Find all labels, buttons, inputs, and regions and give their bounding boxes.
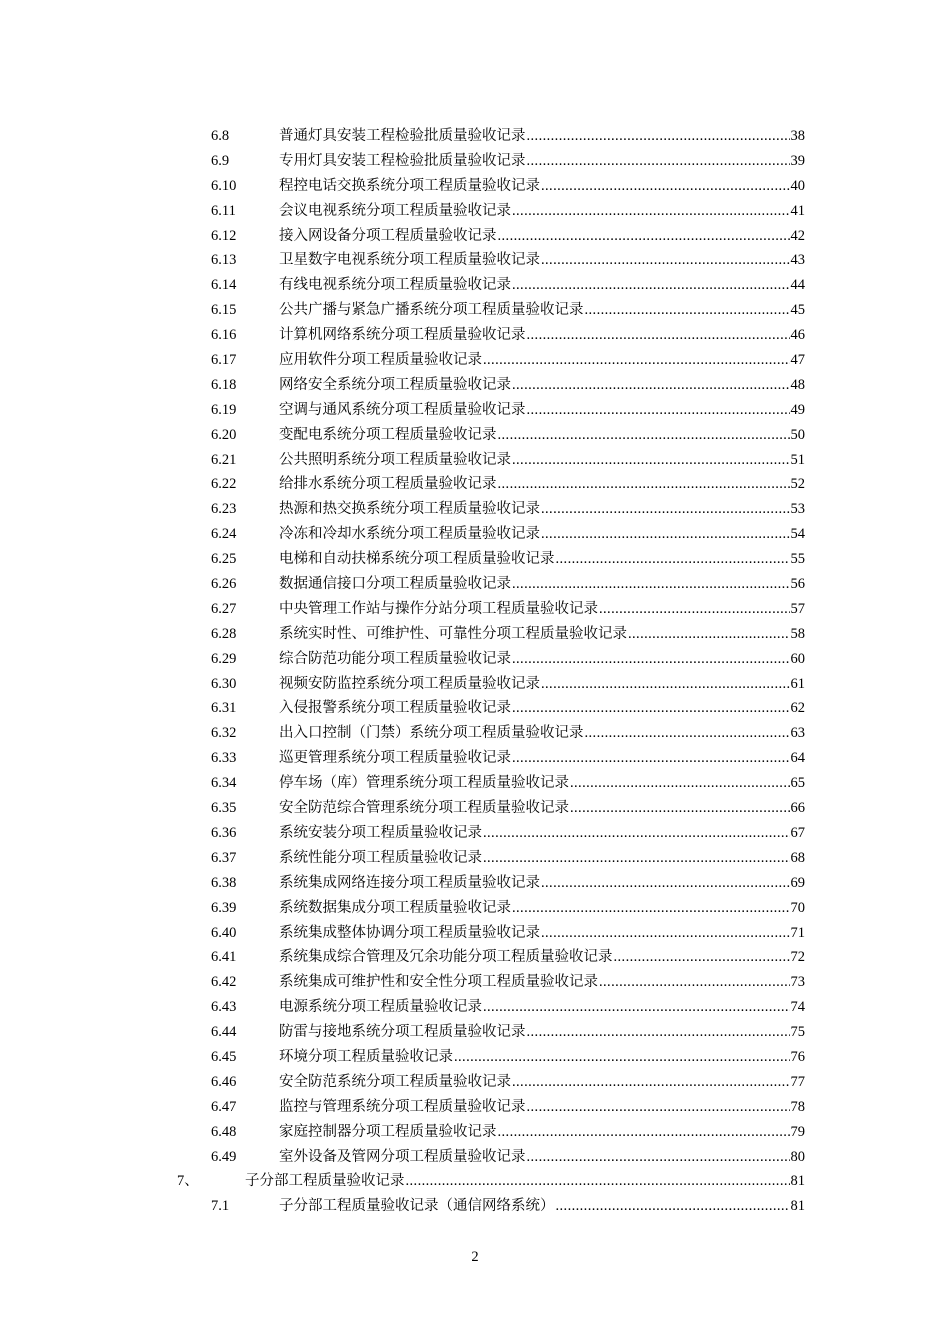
toc-dot-leader [570,771,790,796]
toc-dot-leader [628,622,790,647]
toc-dot-leader [498,1120,790,1145]
toc-entry-page: 55 [790,551,805,568]
toc-entry-title: 中央管理工作站与操作分站分项工程质量验收记录 [279,600,598,617]
toc-entry-body [279,771,805,796]
toc-entry-number: 6.14 [211,277,237,294]
toc-entry[interactable] [0,398,950,423]
toc-entry-page: 49 [790,401,805,418]
toc-entry[interactable] [0,796,950,821]
toc-entry-number: 6.32 [211,725,237,742]
toc-entry-body [279,1045,805,1070]
toc-entry[interactable] [0,970,950,995]
toc-entry-number: 6.18 [211,376,237,393]
toc-entry-page: 39 [790,152,805,169]
toc-entry[interactable] [0,522,950,547]
toc-dot-leader [541,871,790,896]
toc-entry-body [279,921,805,946]
toc-entry[interactable] [0,721,950,746]
toc-entry-page: 60 [790,650,805,667]
toc-entry-number: 6.17 [211,352,237,369]
toc-entry-number: 6.31 [211,700,237,717]
toc-entry-body [279,373,805,398]
toc-entry[interactable] [0,1095,950,1120]
toc-entry-page: 64 [790,750,805,767]
toc-entry-page: 50 [790,426,805,443]
toc-entry-page: 81 [790,1198,805,1215]
toc-entry-title: 电梯和自动扶梯系统分项工程质量验收记录 [279,551,555,568]
toc-entry-number: 6.42 [211,974,237,991]
toc-dot-leader [483,348,790,373]
toc-entry-number: 7.1 [211,1198,230,1215]
toc-entry-body [279,224,805,249]
toc-entry-number: 6.8 [211,128,230,144]
toc-entry[interactable] [0,174,950,199]
toc-entry-number: 6.43 [211,999,237,1016]
toc-entry-body [279,821,805,846]
toc-entry-page: 45 [790,302,805,319]
toc-entry-body [279,597,805,622]
toc-entry-number: 6.13 [211,252,237,269]
toc-entry-page: 80 [790,1148,805,1165]
toc-dot-leader [527,124,790,149]
toc-entry[interactable] [0,224,950,249]
toc-dot-leader [406,1169,790,1194]
toc-entry-number: 6.39 [211,899,237,916]
toc-entry-number: 6.26 [211,576,237,593]
toc-dot-leader [483,995,790,1020]
toc-entry-title: 子分部工程质量验收记录 [245,1173,405,1190]
toc-entry-title: 巡更管理系统分项工程质量验收记录 [279,750,511,767]
toc-entry[interactable] [0,423,950,448]
toc-entry-number: 6.21 [211,451,237,468]
toc-entry-body [279,1145,805,1170]
toc-entry-title: 系统数据集成分项工程质量验收记录 [279,899,511,916]
toc-entry[interactable] [0,373,950,398]
toc-entry-number: 6.27 [211,600,237,617]
toc-dot-leader [556,1194,790,1219]
toc-entry[interactable] [0,472,950,497]
toc-entry-number: 7、 [177,1173,199,1190]
toc-entry-body [279,522,805,547]
toc-entry[interactable] [0,298,950,323]
toc-entry[interactable] [0,1145,950,1170]
toc-entry-page: 44 [790,277,805,294]
toc-entry[interactable] [0,448,950,473]
toc-entry-body [279,199,805,224]
toc-entry-body [279,746,805,771]
toc-entry-page: 76 [790,1048,805,1065]
toc-entry-body [245,1169,805,1194]
toc-dot-leader [498,224,790,249]
toc-dot-leader [498,472,790,497]
toc-entry-number: 6.20 [211,426,237,443]
toc-dot-leader [512,647,790,672]
toc-entry[interactable] [0,1120,950,1145]
toc-entry-body [279,622,805,647]
toc-entry-number: 6.38 [211,874,237,891]
toc-dot-leader [527,323,790,348]
toc-entry-number: 6.33 [211,750,237,767]
toc-dot-leader [454,1045,790,1070]
toc-dot-leader [541,672,790,697]
toc-entry-number: 6.45 [211,1048,237,1065]
table-of-contents [0,124,950,1219]
toc-entry[interactable] [0,199,950,224]
toc-dot-leader [556,547,790,572]
toc-entry-page: 42 [790,227,805,244]
toc-entry-body [279,1194,805,1219]
toc-entry[interactable] [0,348,950,373]
toc-entry-title: 公共照明系统分项工程质量验收记录 [279,451,511,468]
toc-dot-leader [614,945,790,970]
toc-entry-title: 监控与管理系统分项工程质量验收记录 [279,1098,526,1115]
toc-entry-title: 停车场（库）管理系统分项工程质量验收记录 [279,775,569,792]
toc-entry-page: 40 [790,177,805,194]
toc-entry-number: 6.41 [211,949,237,966]
toc-entry-body [279,448,805,473]
toc-entry-title: 安全防范系统分项工程质量验收记录 [279,1073,511,1090]
toc-entry-page: 63 [790,725,805,742]
toc-entry-page: 46 [790,327,805,344]
toc-dot-leader [512,696,790,721]
toc-dot-leader [512,1070,790,1095]
toc-entry-page: 47 [790,352,805,369]
toc-entry-body [279,547,805,572]
toc-dot-leader [483,821,790,846]
toc-entry-title: 室外设备及管网分项工程质量验收记录 [279,1148,526,1165]
toc-dot-leader [541,522,790,547]
toc-entry-page: 48 [790,376,805,393]
toc-entry-page: 75 [790,1024,805,1041]
toc-entry-title: 给排水系统分项工程质量验收记录 [279,476,497,493]
toc-entry-title: 系统集成整体协调分项工程质量验收记录 [279,924,540,941]
toc-dot-leader [512,199,790,224]
toc-entry-body [279,696,805,721]
toc-entry-page: 62 [790,700,805,717]
toc-entry-page: 73 [790,974,805,991]
toc-entry-number: 6.44 [211,1024,237,1041]
toc-dot-leader [527,1095,790,1120]
toc-entry[interactable] [0,248,950,273]
toc-dot-leader [483,846,790,871]
toc-entry-title: 程控电话交换系统分项工程质量验收记录 [279,177,540,194]
toc-entry-body [279,1095,805,1120]
toc-entry-page: 41 [790,202,805,219]
toc-dot-leader [541,248,790,273]
toc-entry[interactable] [0,871,950,896]
toc-entry-page: 68 [790,849,805,866]
toc-entry-title: 入侵报警系统分项工程质量验收记录 [279,700,511,717]
toc-entry-page: 43 [790,252,805,269]
toc-entry[interactable] [0,323,950,348]
toc-entry-body [279,423,805,448]
toc-entry[interactable] [0,1020,950,1045]
toc-dot-leader [512,448,790,473]
toc-entry-body [279,1020,805,1045]
toc-dot-leader [541,497,790,522]
toc-entry-body [279,273,805,298]
toc-entry-title: 应用软件分项工程质量验收记录 [279,352,482,369]
toc-entry-number: 6.12 [211,227,237,244]
toc-entry-body [279,149,805,174]
toc-dot-leader [512,373,790,398]
toc-dot-leader [512,273,790,298]
toc-entry[interactable] [0,547,950,572]
toc-entry-title: 普通灯具安装工程检验批质量验收记录 [279,128,526,144]
toc-entry-body [279,721,805,746]
toc-entry-title: 系统性能分项工程质量验收记录 [279,849,482,866]
toc-entry-number: 6.22 [211,476,237,493]
toc-entry[interactable] [0,696,950,721]
toc-entry-body [279,1070,805,1095]
toc-entry-body [279,323,805,348]
toc-entry-page: 77 [790,1073,805,1090]
toc-entry[interactable] [0,273,950,298]
toc-entry-title: 出入口控制（门禁）系统分项工程质量验收记录 [279,725,584,742]
toc-entry-page: 72 [790,949,805,966]
toc-entry-page: 67 [790,824,805,841]
toc-entry-title: 空调与通风系统分项工程质量验收记录 [279,401,526,418]
toc-entry-page: 51 [790,451,805,468]
toc-entry-title: 系统集成网络连接分项工程质量验收记录 [279,874,540,891]
toc-dot-leader [527,149,790,174]
toc-entry-title: 系统安装分项工程质量验收记录 [279,824,482,841]
toc-entry-body [279,298,805,323]
toc-entry-body [279,995,805,1020]
toc-entry-title: 热源和热交换系统分项工程质量验收记录 [279,501,540,518]
toc-entry-body [279,348,805,373]
toc-entry-title: 电源系统分项工程质量验收记录 [279,999,482,1016]
toc-dot-leader [585,721,790,746]
toc-entry[interactable] [0,572,950,597]
toc-entry-body [279,846,805,871]
toc-dot-leader [527,1020,790,1045]
toc-entry[interactable] [0,995,950,1020]
toc-entry-body [279,1120,805,1145]
toc-entry-number: 6.28 [211,625,237,642]
toc-entry-number: 6.24 [211,526,237,543]
toc-entry-title: 安全防范综合管理系统分项工程质量验收记录 [279,800,569,817]
toc-entry-number: 6.15 [211,302,237,319]
toc-entry-body [279,945,805,970]
toc-entry[interactable] [0,149,950,174]
toc-entry-page: 71 [790,924,805,941]
toc-entry-number: 6.49 [211,1148,237,1165]
toc-entry-number: 6.29 [211,650,237,667]
toc-entry[interactable] [0,124,950,149]
toc-dot-leader [512,746,790,771]
toc-entry-body [279,970,805,995]
toc-entry-page: 61 [790,675,805,692]
toc-entry[interactable] [0,1169,950,1194]
toc-dot-leader [570,796,790,821]
toc-dot-leader [527,1145,790,1170]
toc-entry-number: 6.23 [211,501,237,518]
toc-entry-page: 56 [790,576,805,593]
toc-entry[interactable] [0,1194,950,1219]
toc-entry[interactable] [0,622,950,647]
toc-entry-page: 54 [790,526,805,543]
toc-dot-leader [527,398,790,423]
toc-entry-page: 58 [790,625,805,642]
toc-entry-body [279,871,805,896]
toc-entry-number: 6.36 [211,824,237,841]
toc-dot-leader [512,896,790,921]
toc-entry-number: 6.16 [211,327,237,344]
toc-entry[interactable] [0,597,950,622]
toc-entry-number: 6.30 [211,675,237,692]
toc-entry[interactable] [0,945,950,970]
toc-entry-body [279,672,805,697]
toc-entry-title: 公共广播与紧急广播系统分项工程质量验收记录 [279,302,584,319]
toc-entry-title: 系统集成综合管理及冗余功能分项工程质量验收记录 [279,949,613,966]
toc-entry-title: 环境分项工程质量验收记录 [279,1048,453,1065]
toc-dot-leader [498,423,790,448]
toc-entry-title: 系统集成可维护性和安全性分项工程质量验收记录 [279,974,598,991]
toc-entry-number: 6.40 [211,924,237,941]
toc-entry-number: 6.9 [211,152,230,169]
toc-entry-page: 53 [790,501,805,518]
toc-entry[interactable] [0,821,950,846]
toc-entry-body [279,174,805,199]
toc-entry-number: 6.10 [211,177,237,194]
toc-entry-body [279,248,805,273]
toc-entry[interactable] [0,672,950,697]
toc-entry-page: 79 [790,1123,805,1140]
toc-entry-number: 6.19 [211,401,237,418]
toc-entry-page: 57 [790,600,805,617]
toc-entry-title: 网络安全系统分项工程质量验收记录 [279,376,511,393]
toc-dot-leader [599,970,790,995]
toc-entry-title: 冷冻和冷却水系统分项工程质量验收记录 [279,526,540,543]
toc-dot-leader [541,174,790,199]
toc-entry[interactable] [0,921,950,946]
toc-entry-number: 6.35 [211,800,237,817]
toc-entry-title: 综合防范功能分项工程质量验收记录 [279,650,511,667]
toc-entry-body [279,647,805,672]
toc-entry-body [279,572,805,597]
toc-entry-title: 数据通信接口分项工程质量验收记录 [279,576,511,593]
toc-entry-body [279,398,805,423]
toc-entry-title: 计算机网络系统分项工程质量验收记录 [279,327,526,344]
toc-entry[interactable] [0,846,950,871]
toc-entry-title: 变配电系统分项工程质量验收记录 [279,426,497,443]
toc-entry-page: 70 [790,899,805,916]
toc-entry-title: 卫星数字电视系统分项工程质量验收记录 [279,252,540,269]
toc-entry-page: 66 [790,800,805,817]
toc-dot-leader [512,572,790,597]
toc-entry-page: 78 [790,1098,805,1115]
toc-entry-body [279,796,805,821]
toc-entry-title: 系统实时性、可维护性、可靠性分项工程质量验收记录 [279,625,627,642]
toc-entry-body [279,472,805,497]
toc-entry-page: 52 [790,476,805,493]
toc-entry-title: 接入网设备分项工程质量验收记录 [279,227,497,244]
toc-entry[interactable] [0,497,950,522]
toc-entry[interactable] [0,647,950,672]
toc-entry-number: 6.11 [211,202,236,219]
toc-dot-leader [599,597,790,622]
toc-entry-page: 81 [790,1173,805,1190]
toc-entry-title: 视频安防监控系统分项工程质量验收记录 [279,675,540,692]
page-number: 2 [471,1249,479,1265]
toc-dot-leader [585,298,790,323]
toc-entry-body [279,896,805,921]
toc-entry-page: 69 [790,874,805,891]
toc-entry-page: 38 [790,128,805,144]
toc-entry[interactable] [0,771,950,796]
toc-entry[interactable] [0,1070,950,1095]
toc-entry-title: 子分部工程质量验收记录（通信网络系统） [279,1198,555,1215]
toc-entry-number: 6.47 [211,1098,237,1115]
toc-entry-title: 专用灯具安装工程检验批质量验收记录 [279,152,526,169]
toc-entry-number: 6.34 [211,775,237,792]
toc-entry-number: 6.25 [211,551,237,568]
toc-entry-title: 防雷与接地系统分项工程质量验收记录 [279,1024,526,1041]
toc-entry-title: 会议电视系统分项工程质量验收记录 [279,202,511,219]
toc-entry-page: 74 [790,999,805,1016]
toc-entry[interactable] [0,896,950,921]
toc-dot-leader [541,921,790,946]
toc-entry-number: 6.48 [211,1123,237,1140]
toc-entry-title: 有线电视系统分项工程质量验收记录 [279,277,511,294]
toc-entry[interactable] [0,746,950,771]
toc-entry-number: 6.46 [211,1073,237,1090]
toc-entry-body [279,124,805,149]
toc-entry-body [279,497,805,522]
toc-entry-page: 65 [790,775,805,792]
toc-entry-number: 6.37 [211,849,237,866]
toc-entry-title: 家庭控制器分项工程质量验收记录 [279,1123,497,1140]
toc-entry[interactable] [0,1045,950,1070]
